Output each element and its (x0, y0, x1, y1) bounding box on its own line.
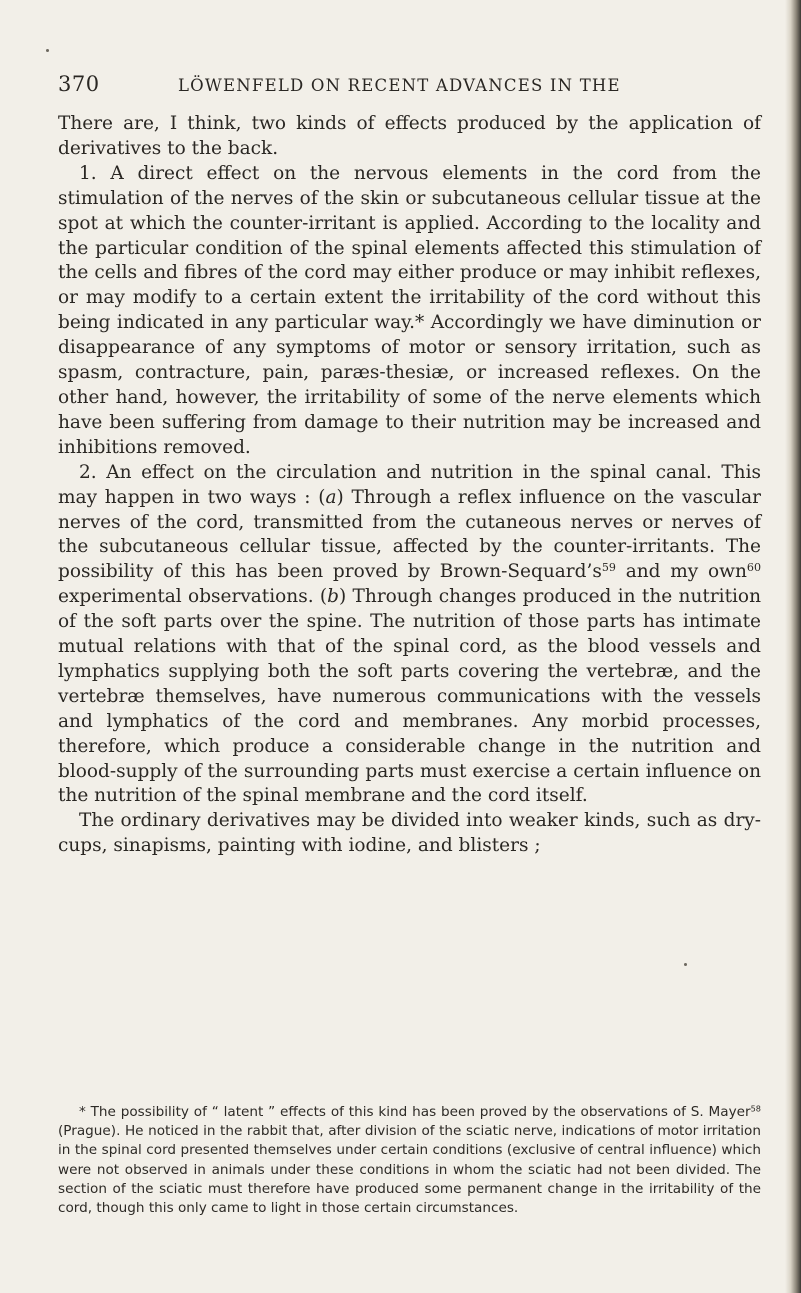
body-text (58, 112, 761, 859)
page-number: 370 (58, 72, 100, 96)
reference-59: 59 (601, 561, 616, 575)
text-run: ) Through changes produced in the nutrition of the soft parts over the spine. The nutrition of those parts has intimate mutual relations with that of the spinal cord, as the blood vessels and lymphatics supplying both the soft parts covering the vertebræ, and the vertebræ themselves, have numerous communications with the vessels and lymphatics of the cord and membranes. Any morbid processes, therefore, which produce a considerable change in the nutrition and blood-supply of the surrounding parts must exercise a certain influence on the nutrition of the spinal membrane and the cord itself. (58, 586, 761, 807)
paragraph-circulation-effect (58, 461, 761, 810)
intro-paragraph: There are, I think, two kinds of effects produced by the application of derivatives to the back. (58, 113, 761, 159)
reference-58: 58 (750, 1103, 761, 1114)
print-speck (46, 49, 49, 52)
print-speck (684, 963, 687, 966)
footnote (58, 1103, 761, 1218)
paragraph-derivatives: The ordinary derivatives may be divided into weaker kinds, such as dry-cups, sinapisms, painting with iodine, and blisters ; (58, 810, 761, 857)
text-run: ) Through a reflex influence on the vascular nerves of the cord, transmitted from the cutaneous nerves or nerves of the subcutaneous cellular tissue, affected by the counter-irritants. The possibility of this has been proved by Brown-Sequard’s (58, 486, 761, 583)
item-letter-a: a (325, 486, 337, 508)
running-head: LÖWENFELD ON RECENT ADVANCES IN THE (178, 76, 621, 95)
text-run: experimental observations. ( (58, 586, 328, 608)
reference-60: 60 (746, 561, 762, 575)
page-edge-shadow (785, 0, 801, 1293)
text-run: and my own (615, 561, 747, 583)
text-run: 2. An effect on the circulation and nutrition in the spinal canal. This may happen in two ways : ( (58, 461, 761, 508)
footnote-text: * The possibility of “ latent ” effects of this kind has been proved by the observations of S. Mayer (79, 1104, 751, 1120)
page-header (58, 72, 758, 102)
paragraph-direct-effect: 1. A direct effect on the nervous elements in the cord from the stimulation of the nerves of the skin or subcutaneous cellular tissue at the spot at which the counter-irritant is applied. According to the locality and the particular condition of the spinal elements affected this stimulation of the cells and fibres of the cord may either produce or may inhibit reflexes, or may modify to a certain extent the irritability of the cord without this being indicated in any particular way.* Accordingly we have diminution or disappearance of any symptoms of motor or sensory irritation, such as spasm, contracture, pain, paræs-thesiæ, or increased reflexes. On the other hand, however, the irritability of some of the nerve elements which have been suffering from damage to their nutrition may be increased and inhibitions removed. (58, 162, 761, 458)
item-letter-b: b (327, 586, 339, 608)
footnote-text: (Prague). He noticed in the rabbit that, after division of the sciatic nerve, indications of motor irritation in the spinal cord presented themselves under certain conditions (exclusive of central influence) which were not observed in animals under these conditions in whom the sciatic had not been divided. The section of the sciatic must therefore have produced some permanent change in the irritability of the cord, though this only came to light in those certain circumstances. (58, 1123, 761, 1217)
